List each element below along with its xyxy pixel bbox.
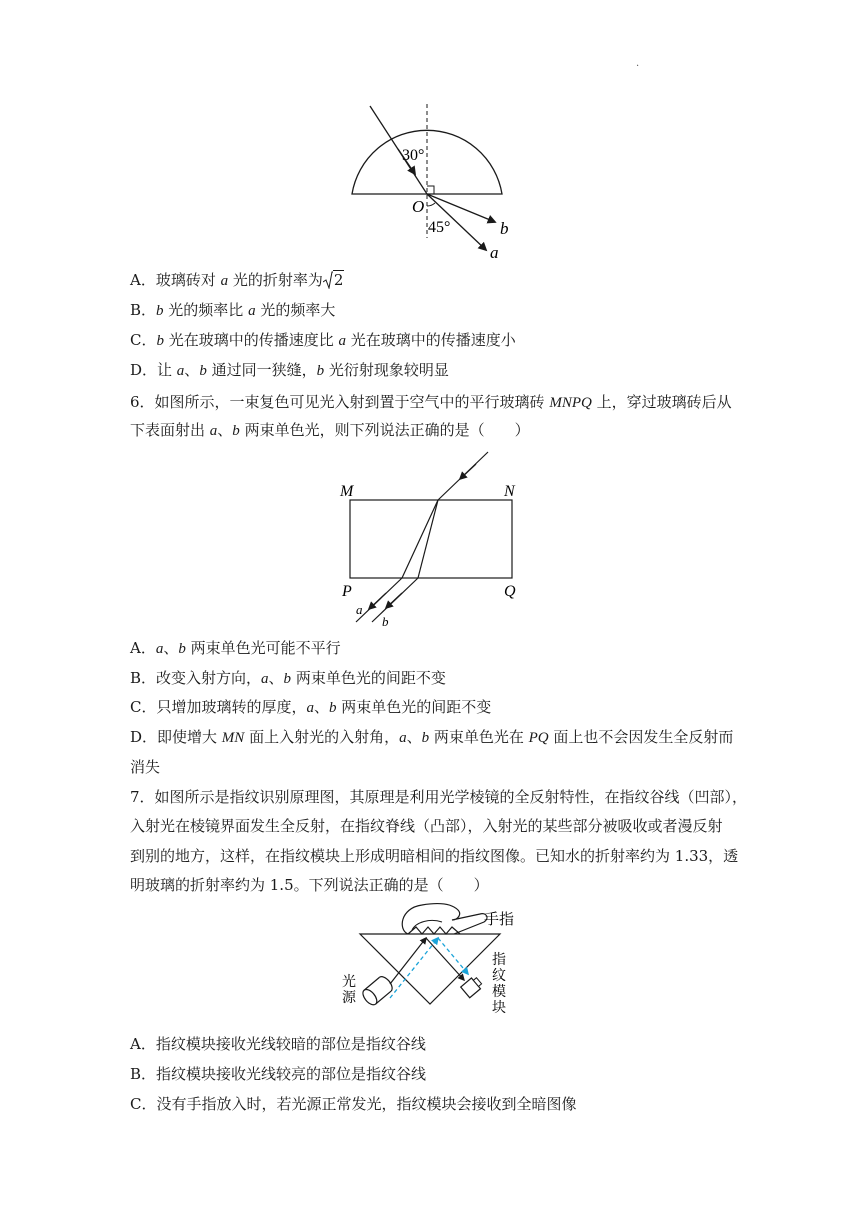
label-b: b xyxy=(382,614,389,629)
angle-30-label: 30° xyxy=(402,147,425,164)
q6-option-d-line-2: 消失 xyxy=(130,758,161,776)
angle-45-label: 45° xyxy=(428,219,451,236)
label-a: a xyxy=(356,602,363,617)
light-ray-black xyxy=(390,938,426,984)
q7-stem-line-1: 7．如图所示是指纹识别原理图，其原理是利用光学棱镜的全反射特性，在指纹谷线（凹部）， xyxy=(130,788,748,806)
point-o-label: O xyxy=(412,197,425,216)
refracted-ray-b xyxy=(418,500,438,578)
module-label-4: 块 xyxy=(492,1001,506,1016)
light-source xyxy=(360,974,395,1007)
q5-option-d: D．让 a、b 通过同一狭缝，b 光衍射现象较明显 xyxy=(130,361,449,379)
prism xyxy=(360,934,500,1004)
fingerprint-module xyxy=(461,975,484,997)
semicircle-refraction-figure xyxy=(340,98,530,264)
q7-stem-line-3: 到别的地方，这样，在指纹模块上形成明暗相间的指纹图像。已知水的折射率约为 1.33，透 xyxy=(130,847,739,865)
label-n: N xyxy=(504,483,515,500)
q6-stem-line-2: 下表面射出 a、b 两束单色光，则下列说法正确的是（ ） xyxy=(130,421,530,439)
q6-stem-line-1: 6．如图所示，一束复色可见光入射到置于空气中的平行玻璃砖 MNPQ 上，穿过玻璃砖后从 xyxy=(130,393,732,411)
glass-block xyxy=(350,500,512,578)
q6-option-a: A．a、b 两束单色光可能不平行 xyxy=(130,639,341,657)
module-label-1: 指 xyxy=(492,953,506,968)
fingerprint-prism-figure xyxy=(330,900,530,1026)
q7-stem-line-4: 明玻璃的折射率约为 1.5。下列说法正确的是（ ） xyxy=(130,876,489,894)
corner-mark: . xyxy=(636,58,640,69)
ray-b xyxy=(427,194,495,222)
q6-option-b: B．改变入射方向，a、b 两束单色光的间距不变 xyxy=(130,669,446,687)
ray-a-label: a xyxy=(490,243,499,262)
refracted-ray-a xyxy=(402,500,438,578)
q5-option-a: A．玻璃砖对 a 光的折射率为 2 xyxy=(130,271,344,289)
module-label-2: 纹 xyxy=(492,969,506,984)
glass-block-figure xyxy=(336,448,532,630)
q7-option-b: B．指纹模块接收光线较亮的部位是指纹谷线 xyxy=(130,1065,427,1083)
q7-stem-line-2: 入射光在棱镜界面发生全反射，在指纹脊线（凸部），入射光的某些部分被吸收或者漫反射 xyxy=(130,817,723,835)
finger-shape xyxy=(402,904,487,934)
ray-b-label: b xyxy=(500,219,509,238)
q5-option-b: B．b 光的频率比 a 光的频率大 xyxy=(130,301,336,319)
q7-option-a: A．指纹模块接收光线较暗的部位是指纹谷线 xyxy=(130,1035,426,1053)
label-p: P xyxy=(342,583,352,600)
q6-option-c: C．只增加玻璃转的厚度，a、b 两束单色光的间距不变 xyxy=(130,698,492,716)
module-label-3: 模 xyxy=(492,985,506,1000)
source-label-2: 源 xyxy=(342,991,356,1006)
right-angle-mark xyxy=(427,186,434,194)
q6-option-d-line-1: D．即使增大 MN 面上入射光的入射角，a、b 两束单色光在 PQ 面上也不会因发生全反射而 xyxy=(130,728,734,746)
q7-option-c: C．没有手指放入时，若光源正常发光，指纹模块会接收到全暗图像 xyxy=(130,1095,577,1113)
label-q: Q xyxy=(504,583,516,600)
fingerprint-ridges xyxy=(408,927,460,934)
light-ray-blue xyxy=(390,938,438,998)
source-label-1: 光 xyxy=(342,975,356,990)
finger-label: 手指 xyxy=(484,912,515,928)
q5-option-c: C．b 光在玻璃中的传播速度比 a 光在玻璃中的传播速度小 xyxy=(130,331,516,349)
label-m: M xyxy=(340,483,354,500)
